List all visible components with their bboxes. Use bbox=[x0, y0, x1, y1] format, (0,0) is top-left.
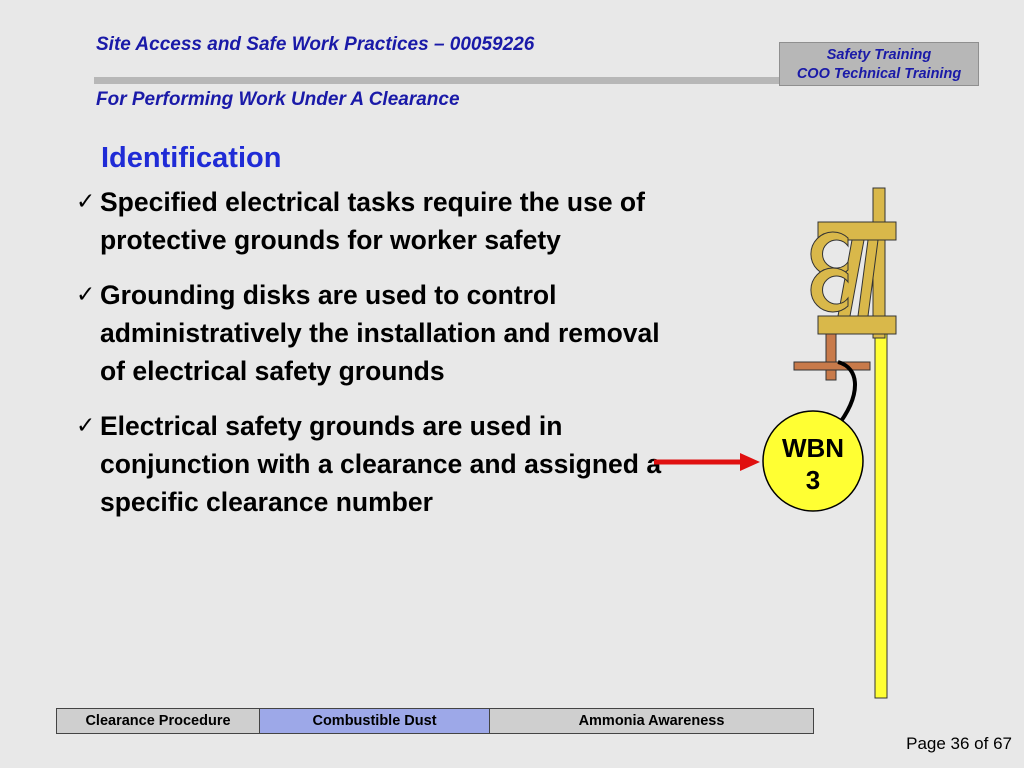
copper-bar bbox=[794, 362, 870, 370]
badge-line-1: Safety Training bbox=[826, 47, 932, 63]
pointer-arrow-head bbox=[740, 453, 760, 471]
bullet-text: Electrical safety grounds are used in conjunction with a clearance and assigned a specific clearance number bbox=[100, 411, 662, 517]
checkmark-icon: ✓ bbox=[76, 189, 96, 215]
tab-ammonia-awareness[interactable]: Ammonia Awareness bbox=[489, 709, 813, 733]
checkmark-icon: ✓ bbox=[76, 282, 96, 308]
tab-combustible-dust[interactable]: Combustible Dust bbox=[259, 709, 489, 733]
bullet-text: Grounding disks are used to control administratively the installation and removal of electrical safety grounds bbox=[100, 280, 660, 386]
bullet-text: Specified electrical tasks require the use of protective grounds for worker safety bbox=[100, 187, 645, 255]
checkmark-icon: ✓ bbox=[76, 413, 96, 439]
course-title: Site Access and Safe Work Practices – 00059226 bbox=[96, 34, 535, 55]
page-number: Page 36 of 67 bbox=[906, 734, 1012, 753]
grounding-disk-label bbox=[760, 432, 866, 496]
topic-nav bbox=[56, 708, 814, 734]
copper-stud bbox=[826, 334, 836, 380]
tab-clearance-procedure[interactable]: Clearance Procedure bbox=[57, 709, 259, 733]
slide-heading: Identification bbox=[101, 142, 282, 174]
disk-label-line-2: 3 bbox=[805, 465, 821, 495]
clamp-bottom-bar bbox=[818, 316, 896, 334]
ground-pole bbox=[875, 330, 887, 698]
disk-label-line-1: WBN bbox=[781, 433, 845, 463]
badge-line-2: COO Technical Training bbox=[796, 66, 962, 82]
course-subtitle: For Performing Work Under A Clearance bbox=[96, 89, 460, 110]
